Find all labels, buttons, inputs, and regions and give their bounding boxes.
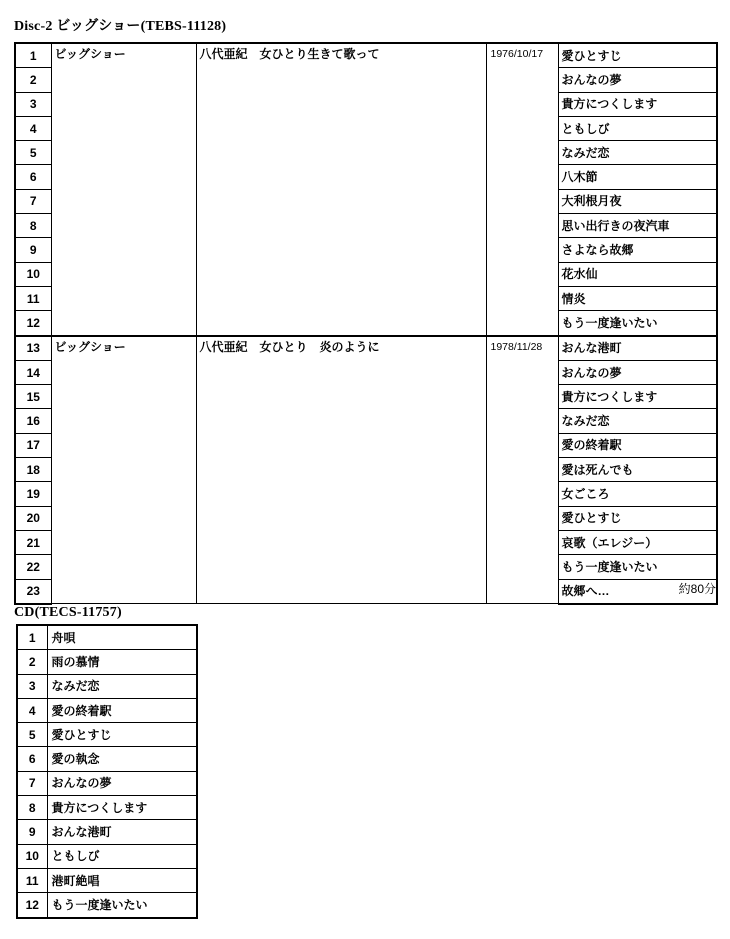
track-number-cell: 10 xyxy=(17,844,47,868)
track-number-cell: 7 xyxy=(15,189,51,213)
song-title-cell: 愛ひとすじ xyxy=(558,43,717,68)
song-title-cell: 貴方につくします xyxy=(558,92,717,116)
track-number-cell: 21 xyxy=(15,530,51,554)
track-number-cell: 8 xyxy=(15,214,51,238)
table-row xyxy=(17,771,197,795)
track-number-cell: 22 xyxy=(15,555,51,579)
song-title-cell: 雨の慕情 xyxy=(47,650,197,674)
song-title-cell: 貴方につくします xyxy=(558,385,717,409)
song-title-cell: 女ごころ xyxy=(558,482,717,506)
song-title-cell: おんなの夢 xyxy=(47,771,197,795)
song-title-cell: 故郷へ… xyxy=(558,579,717,604)
song-title-cell: 八木節 xyxy=(558,165,717,189)
broadcast-date-cell: 1976/10/17 xyxy=(486,43,558,336)
track-number-cell: 6 xyxy=(15,165,51,189)
table-row xyxy=(17,650,197,674)
table-row xyxy=(17,625,197,650)
track-number-cell: 11 xyxy=(15,286,51,310)
table-row xyxy=(17,698,197,722)
track-number-cell: 11 xyxy=(17,868,47,892)
cd-heading: CD(TECS-11757) xyxy=(14,605,122,620)
song-title-cell: ともしび xyxy=(558,116,717,140)
song-title-cell: 愛ひとすじ xyxy=(558,506,717,530)
song-title-cell: おんな港町 xyxy=(558,336,717,361)
table-row xyxy=(17,868,197,892)
track-number-cell: 8 xyxy=(17,796,47,820)
song-title-cell: おんなの夢 xyxy=(558,360,717,384)
song-title-cell: さよなら故郷 xyxy=(558,238,717,262)
song-title-cell: 舟唄 xyxy=(47,625,197,650)
program-name-cell: ビッグショー xyxy=(51,43,196,336)
track-number-cell: 3 xyxy=(17,674,47,698)
song-title-cell: 大利根月夜 xyxy=(558,189,717,213)
song-title-cell: 愛は死んでも xyxy=(558,458,717,482)
table-row xyxy=(17,844,197,868)
track-number-cell: 20 xyxy=(15,506,51,530)
track-number-cell: 3 xyxy=(15,92,51,116)
track-number-cell: 16 xyxy=(15,409,51,433)
table-row xyxy=(15,336,717,361)
song-title-cell: 港町絶唱 xyxy=(47,868,197,892)
broadcast-date-cell: 1978/11/28 xyxy=(486,336,558,604)
track-number-cell: 19 xyxy=(15,482,51,506)
cd-tracklist-body xyxy=(17,625,197,918)
song-title-cell: 哀歌（エレジー） xyxy=(558,530,717,554)
song-title-cell: なみだ恋 xyxy=(558,141,717,165)
song-title-cell: 愛ひとすじ xyxy=(47,723,197,747)
track-number-cell: 2 xyxy=(15,68,51,92)
track-number-cell: 1 xyxy=(15,43,51,68)
program-name-cell: ビッグショー xyxy=(51,336,196,604)
track-number-cell: 17 xyxy=(15,433,51,457)
track-number-cell: 14 xyxy=(15,360,51,384)
track-number-cell: 4 xyxy=(15,116,51,140)
track-number-cell: 4 xyxy=(17,698,47,722)
track-number-cell: 7 xyxy=(17,771,47,795)
track-number-cell: 10 xyxy=(15,262,51,286)
song-title-cell: 愛の終着駅 xyxy=(558,433,717,457)
track-number-cell: 18 xyxy=(15,458,51,482)
song-title-cell: もう一度逢いたい xyxy=(558,555,717,579)
track-number-cell: 1 xyxy=(17,625,47,650)
table-row xyxy=(17,796,197,820)
song-title-cell: 情炎 xyxy=(558,286,717,310)
program-title-cell: 八代亜紀 女ひとり 炎のように xyxy=(196,336,486,604)
song-title-cell: 思い出行きの夜汽車 xyxy=(558,214,717,238)
song-title-cell: 愛の終着駅 xyxy=(47,698,197,722)
disc-heading: Disc-2 ビッグショー(TEBS-11128) xyxy=(14,19,227,34)
track-number-cell: 13 xyxy=(15,336,51,361)
track-number-cell: 6 xyxy=(17,747,47,771)
cd-tracklist-table xyxy=(16,624,198,919)
table-row xyxy=(17,820,197,844)
track-number-cell: 9 xyxy=(15,238,51,262)
track-number-cell: 2 xyxy=(17,650,47,674)
track-number-cell: 12 xyxy=(17,893,47,918)
song-title-cell: 花水仙 xyxy=(558,262,717,286)
track-number-cell: 5 xyxy=(17,723,47,747)
table-row xyxy=(17,674,197,698)
song-title-cell: おんな港町 xyxy=(47,820,197,844)
song-title-cell: おんなの夢 xyxy=(558,68,717,92)
song-title-cell: 愛の執念 xyxy=(47,747,197,771)
song-title-cell: もう一度逢いたい xyxy=(47,893,197,918)
table-row xyxy=(17,893,197,918)
table-row xyxy=(17,723,197,747)
table-row xyxy=(15,43,717,68)
program-title-cell: 八代亜紀 女ひとり生きて歌って xyxy=(196,43,486,336)
track-number-cell: 23 xyxy=(15,579,51,604)
track-number-cell: 12 xyxy=(15,311,51,336)
track-number-cell: 9 xyxy=(17,820,47,844)
song-title-cell: もう一度逢いたい xyxy=(558,311,717,336)
track-number-cell: 5 xyxy=(15,141,51,165)
song-title-cell: なみだ恋 xyxy=(558,409,717,433)
song-title-cell: ともしび xyxy=(47,844,197,868)
song-title-cell: 貴方につくします xyxy=(47,796,197,820)
song-title-cell: なみだ恋 xyxy=(47,674,197,698)
duration-note: 約80分 xyxy=(678,582,716,596)
disc-tracklist-table xyxy=(14,42,718,605)
table-row xyxy=(17,747,197,771)
disc-tracklist-body xyxy=(15,43,717,604)
track-number-cell: 15 xyxy=(15,385,51,409)
